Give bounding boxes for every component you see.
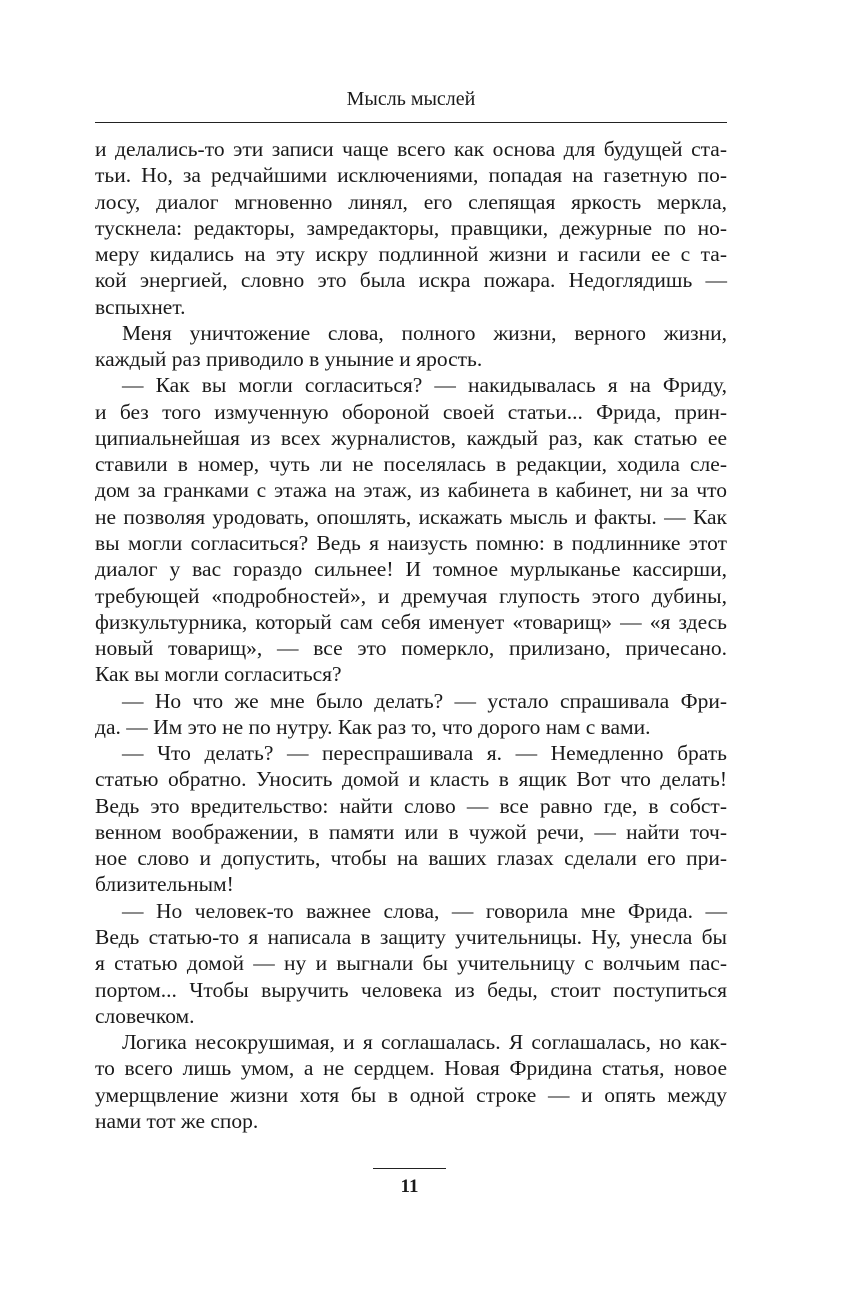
body-text	[95, 136, 727, 1134]
text-line: то всего лишь умом, а не сердцем. Новая Фридина статья, новое	[95, 1056, 727, 1081]
text-line: Как вы могли согласиться?	[95, 662, 342, 687]
text-line: лосу, диалог мгновенно линял, его слепящая яркость меркла,	[95, 189, 727, 214]
text-line: диалог у вас гораздо сильнее! И томное мурлыканье кассирши,	[95, 557, 727, 582]
text-line: ципиальнейшая из всех журналистов, каждый раз, как статью ее	[95, 425, 727, 450]
footer-rule	[373, 1168, 446, 1169]
text-line: ное слово и допустить, чтобы на ваших глазах сделали его при-	[95, 846, 727, 871]
text-line: меру кидались на эту искру подлинной жизни и гасили ее с та-	[95, 242, 727, 267]
text-line: портом... Чтобы выручить человека из беды, стоит поступиться	[95, 977, 727, 1002]
text-line: тьи. Но, за редчайшими исключениями, попадая на газетную по-	[95, 163, 727, 188]
page-number: 11	[400, 1176, 419, 1197]
text-line: — Что делать? — переспрашивала я. — Немедленно брать	[122, 741, 727, 766]
text-line: статью обратно. Уносить домой и класть в ящик Вот что делать!	[95, 767, 727, 792]
paragraph	[95, 898, 727, 1029]
header-rule	[95, 122, 727, 123]
paragraph	[95, 688, 727, 741]
running-header: Мысль мыслей	[346, 88, 476, 110]
text-line: каждый раз приводило в уныние и ярость.	[95, 347, 483, 372]
text-line: словечком.	[95, 1003, 195, 1028]
paragraph	[95, 136, 727, 320]
text-line: — Но человек-то важнее слова, — говорила мне Фрида. —	[122, 898, 727, 923]
text-line: близительным!	[95, 872, 234, 897]
text-line: вы могли согласиться? Ведь я наизусть помню: в подлиннике этот	[95, 530, 727, 555]
text-line: и без того измученную обороной своей статьи... Фрида, прин-	[95, 399, 727, 424]
text-line: Ведь это вредительство: найти слово — все равно где, в собст-	[95, 793, 727, 818]
text-line: вспыхнет.	[95, 294, 186, 319]
paragraph	[95, 1029, 727, 1134]
paragraph	[95, 372, 727, 687]
text-line: умерщвление жизни хотя бы в одной строке — и опять между	[95, 1082, 727, 1107]
text-line: Логика несокрушимая, и я соглашалась. Я соглашалась, но как-	[122, 1030, 727, 1055]
text-line: венном воображении, в памяти или в чужой речи, — найти точ-	[95, 819, 727, 844]
text-line: да. — Им это не по нутру. Как раз то, что дорого нам с вами.	[95, 714, 651, 739]
text-line: — Как вы могли согласиться? — накидывалась я на Фриду,	[122, 373, 727, 398]
text-line: не позволяя уродовать, опошлять, искажать мысль и факты. — Как	[95, 504, 727, 529]
text-line: нами тот же спор.	[95, 1108, 259, 1133]
text-line: ставили в номер, чуть ли не поселялась в редакции, ходила сле-	[95, 452, 727, 477]
text-line: Ведь статью-то я написала в защиту учительницы. Ну, унесла бы	[95, 924, 727, 949]
paragraph	[95, 740, 727, 898]
text-line: и делались-то эти записи чаще всего как основа для будущей ста-	[95, 137, 727, 161]
text-line: кой энергией, словно это была искра пожара. Недоглядишь —	[95, 268, 727, 293]
text-line: новый товарищ», — все это померкло, прилизано, причесано.	[95, 636, 727, 661]
text-line: тускнела: редакторы, замредакторы, правщики, дежурные по но-	[95, 215, 727, 240]
text-line: — Но что же мне было делать? — устало спрашивала Фри-	[122, 688, 727, 713]
text-line: требующей «подробностей», и дремучая глупость этого дубины,	[95, 583, 727, 608]
text-line: я статью домой — ну и выгнали бы учительницу с волчьим пас-	[95, 951, 727, 976]
text-line: физкультурника, который сам себя именует «товарищ» — «я здесь	[95, 609, 727, 634]
text-line: дом за гранками с этажа на этаж, из кабинета в кабинет, ни за что	[95, 478, 727, 503]
text-line: Меня уничтожение слова, полного жизни, верного жизни,	[122, 320, 727, 345]
paragraph	[95, 320, 727, 373]
